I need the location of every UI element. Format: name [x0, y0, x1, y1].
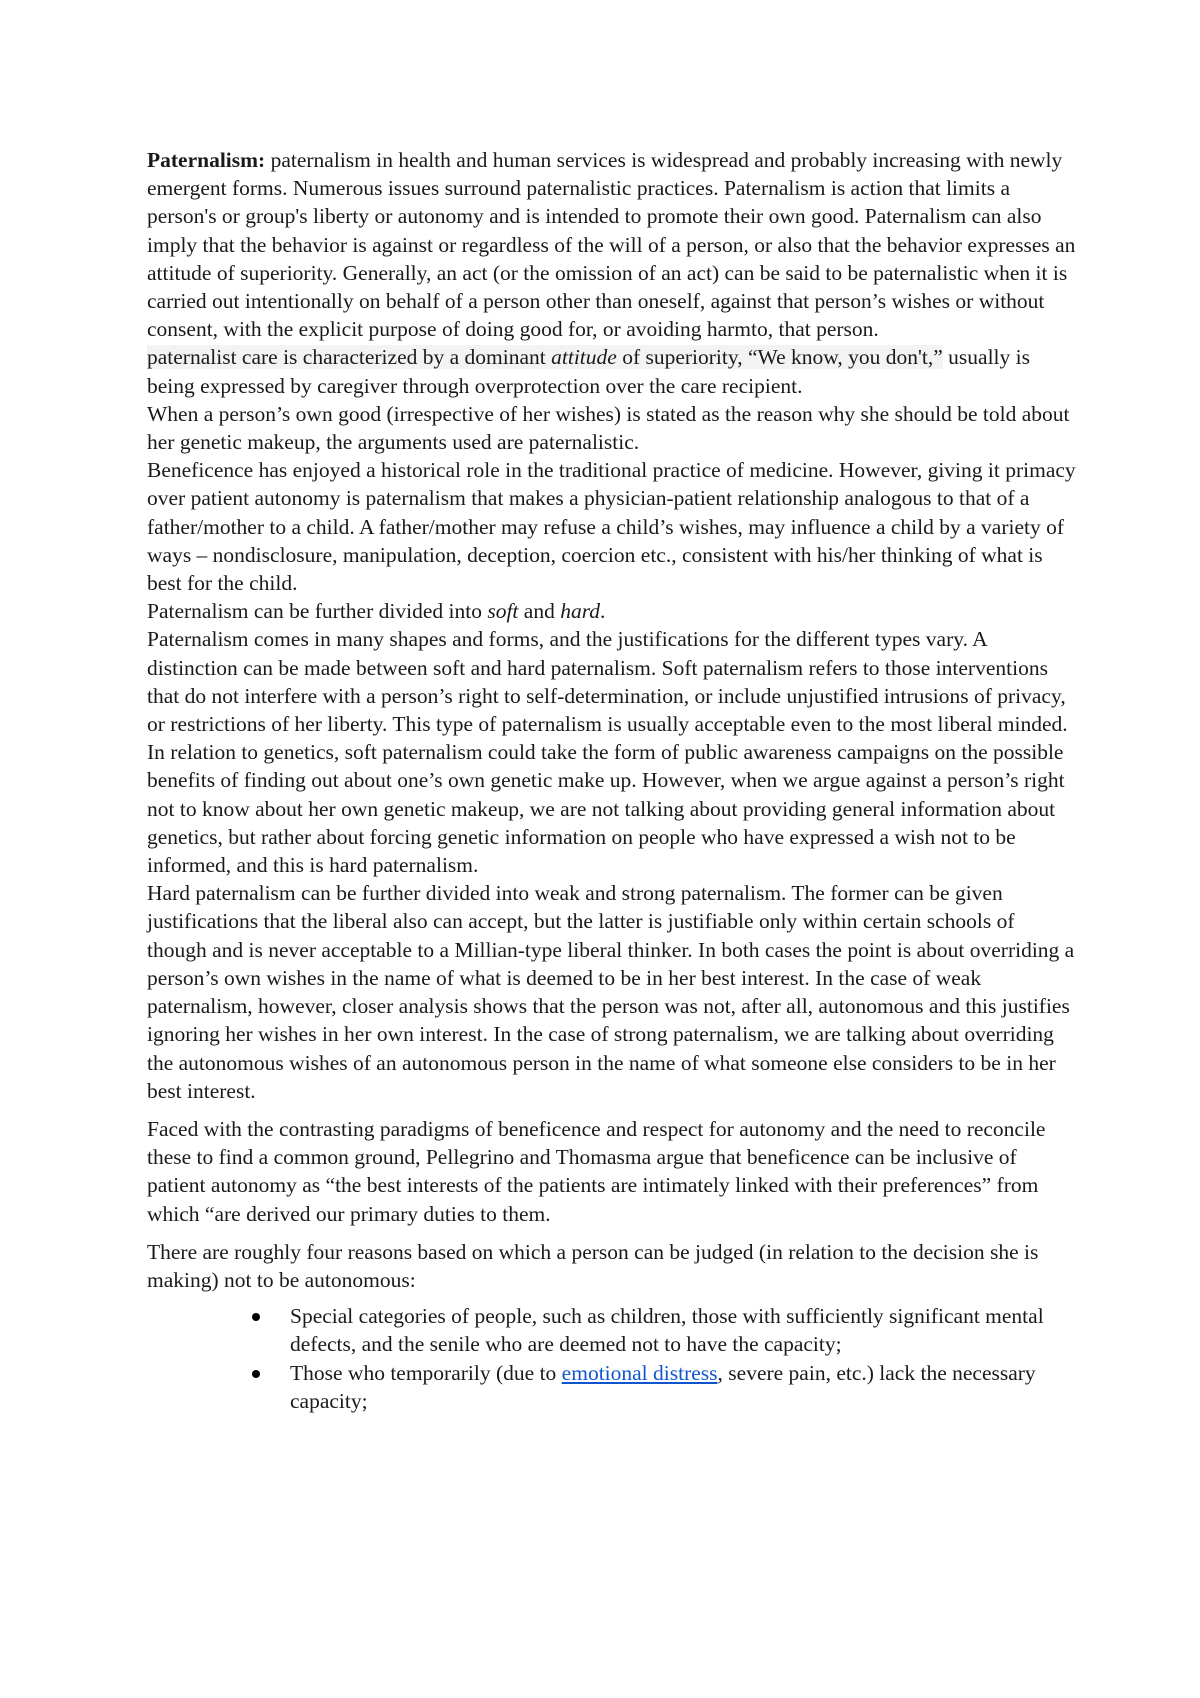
list-item [147, 1359, 1077, 1415]
paragraph-beneficence: Beneficence has enjoyed a historical role in the traditional practice of medicine. However, giving it primacy over patient autonomy is paternalism that makes a physician-patient relationship analogous to that of a father/mother to a child. A father/mother may refuse a child’s wishes, may influence a child by a variety of ways – nondisclosure, manipulation, deception, coercion etc., consistent with his/her thinking of what is best for the child. [147, 458, 1076, 596]
paragraph-genetic-makeup: When a person’s own good (irrespective of her wishes) is stated as the reason why she should be told about her genetic makeup, the arguments used are paternalistic. [147, 401, 1070, 455]
emphasis-attitude: attitude [551, 345, 617, 370]
document-body [147, 146, 1077, 1415]
paragraph-shapes-forms: Paternalism comes in many shapes and forms, and the justifications for the different types vary. A distinction can be made between soft and hard paternalism. Soft paternalism refers to those interventions that do not interfere with a person’s right to self-determination, or include unjustified intrusions of privacy, or restrictions of her liberty. This type of paternalism is usually acceptable even to the most liberal minded. In relation to genetics, soft paternalism could take the form of public awareness campaigns on the possible benefits of finding out about one’s own genetic make up. However, when we argue against a person’s right not to know about her own genetic makeup, we are not talking about providing general information about genetics, but rather about forcing genetic information on people who have expressed a wish not to be informed, and this is hard paternalism. [147, 627, 1068, 878]
paragraph-pellegrino: Faced with the contrasting paradigms of beneficence and respect for autonomy and the need to reconcile these to find a common ground, Pellegrino and Thomasma argue that beneficence can be inclusive of patient autonomy as “the best interests of the patients are intimately linked with their preferences” from which “are derived our primary duties to them. [147, 1116, 1046, 1226]
emphasis-soft: soft [487, 599, 519, 624]
reasons-list [147, 1302, 1077, 1415]
paragraph-four-reasons: There are roughly four reasons based on which a person can be judged (in relation to the decision she is making) not to be autonomous: [147, 1239, 1039, 1292]
attitude-text-rest: usually is being expressed by caregiver through overprotection over the care recipient. [147, 345, 1030, 398]
list-item [147, 1302, 1077, 1358]
bullet-icon [252, 1370, 260, 1378]
highlighted-sentence [147, 345, 943, 369]
emphasis-hard: hard [560, 599, 601, 624]
list-item-text-before: Those who temporarily (due to [290, 1360, 562, 1385]
paragraph-weak-strong: Hard paternalism can be further divided into weak and strong paternalism. The former can be given justifications that the liberal also can accept, but the latter is justifiable only within certain schools of though and is never acceptable to a Millian-type liberal thinker. In both cases the point is about overriding a person’s own wishes in the name of what is deemed to be in her best interest. In the case of weak paternalism, however, closer analysis shows that the person was not, after all, autonomous and this justifies ignoring her wishes in her own interest. In the case of strong paternalism, we are talking about overriding the autonomous wishes of an autonomous person in the name of what someone else considers to be in her best interest. [147, 881, 1075, 1103]
term-paternalism: Paternalism: [147, 148, 266, 172]
paragraph-definition [147, 146, 1077, 343]
paragraph-soft-hard [147, 597, 1077, 625]
soft-hard-text-before: Paternalism can be further divided into [147, 599, 488, 624]
emotional-distress-link[interactable]: emotional distress [561, 1360, 718, 1385]
soft-hard-text-middle: and [518, 599, 561, 624]
attitude-text-after: of superiority, “We know, you don't,” [616, 345, 943, 370]
definition-text: paternalism in health and human services is widespread and probably increasing with newly emergent forms. Numerous issues surround paternalistic practices. Paternalism is action that limits a person's or group's liberty or autonomy and is intended to promote their own good. Paternalism can also imply that the behavior is against or regardless of the will of a person, or also that the behavior expresses an attitude of superiority. Generally, an act (or the omission of an act) can be said to be paternalistic when it is carried out intentionally on behalf of a person other than oneself, against that person’s wishes or without consent, with the explicit purpose of doing good for, or avoiding harmto, that person. [147, 148, 1076, 342]
bullet-icon [252, 1313, 260, 1321]
list-item-text-after: , severe pain, etc.) lack the necessary capacity; [290, 1360, 1036, 1413]
list-item-text: Special categories of people, such as children, those with sufficiently significant mental defects, and the senile who are deemed not to have the capacity; [290, 1304, 1044, 1357]
paragraph-attitude [147, 343, 1077, 399]
soft-hard-text-after: . [600, 599, 606, 624]
attitude-text-before: paternalist care is characterized by a dominant [147, 345, 552, 370]
